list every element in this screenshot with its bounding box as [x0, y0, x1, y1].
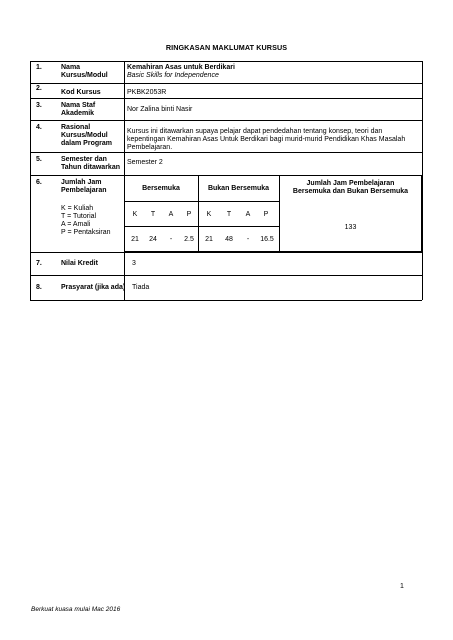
label-nilai-kredit: Nilai Kredit	[61, 260, 98, 267]
course-name: Kemahiran Asas untuk Berdikari	[127, 64, 235, 71]
prerequisite-value: Tiada	[132, 284, 150, 291]
label-tahun-ditawarkan: Tahun ditawarkan	[61, 164, 120, 171]
row-divider	[30, 83, 422, 84]
footer-effective-date: Berkuat kuasa mulai Mac 2016	[31, 606, 121, 613]
row-divider	[30, 120, 422, 121]
hour-code: T	[226, 211, 232, 218]
row-divider	[30, 98, 422, 99]
hour-value: 24	[149, 236, 157, 243]
table-border-right	[422, 61, 423, 300]
rationale-line-3: Pembelajaran.	[127, 144, 173, 151]
row-divider	[30, 252, 422, 253]
label-prasyarat: Prasyarat (jika ada)	[61, 284, 126, 291]
header-jumlah-line-2: Bersemuka dan Bukan Bersemuka	[292, 188, 409, 195]
label-jumlah-jam: Jumlah Jam	[61, 179, 102, 186]
header-bersemuka: Bersemuka	[142, 185, 180, 192]
page-title: RINGKASAN MAKLUMAT KURSUS	[165, 43, 288, 52]
label-kursus-modul: Kursus/Modul	[61, 72, 108, 79]
hour-value: -	[169, 236, 173, 243]
label-semester-dan: Semester dan	[61, 156, 107, 163]
hour-value: 21	[131, 236, 139, 243]
table-border-left	[30, 61, 31, 300]
hour-value: 16.5	[260, 236, 274, 243]
row-number: 2.	[36, 85, 42, 92]
row-number: 6.	[36, 179, 42, 186]
label-kod-kursus: Kod Kursus	[61, 89, 101, 96]
label-akademik: Akademik	[61, 110, 95, 117]
course-code: PKBK2053R	[127, 89, 167, 96]
total-hours: 133	[344, 224, 357, 231]
hour-code: P	[263, 211, 269, 218]
hour-code: K	[206, 211, 212, 218]
label-nama-staf: Nama Staf	[61, 102, 96, 109]
hour-code: A	[245, 211, 251, 218]
hour-code: K	[132, 211, 138, 218]
credit-value: 3	[132, 260, 136, 267]
row-number: 4.	[36, 124, 42, 131]
legend-item: P = Pentaksiran	[61, 229, 111, 236]
legend-item: K = Kuliah	[61, 205, 94, 212]
hour-code: P	[186, 211, 192, 218]
academic-staff-name: Nor Zalina binti Nasir	[127, 106, 193, 113]
rationale-line-2: kepentingan Kemahiran Asas Untuk Berdikari bagi murid-murid Pendidikan Khas Masalah	[127, 136, 406, 143]
semester-value: Semester 2	[127, 159, 163, 166]
row-number: 1.	[36, 64, 42, 71]
label-rasional: Rasional	[61, 124, 91, 131]
legend-item: T = Tutorial	[61, 213, 97, 220]
row-divider	[30, 275, 422, 276]
table-border-bottom	[30, 300, 422, 301]
row-number: 5.	[36, 156, 42, 163]
hours-codes-divider	[124, 226, 279, 227]
legend-item: A = Amali	[61, 221, 91, 228]
label-pembelajaran: Pembelajaran	[61, 187, 107, 194]
page-number: 1	[400, 583, 404, 590]
header-jumlah-line-1: Jumlah Jam Pembelajaran	[306, 180, 395, 187]
row-number: 7.	[36, 260, 42, 267]
table-border-top	[30, 61, 422, 62]
hour-value: 21	[205, 236, 213, 243]
hour-value: 48	[225, 236, 233, 243]
hour-code: A	[168, 211, 174, 218]
label-nama: Nama	[61, 64, 81, 71]
label-dalam-program: dalam Program	[61, 140, 112, 147]
header-bukan-bersemuka: Bukan Bersemuka	[207, 185, 270, 192]
row-number: 8.	[36, 284, 42, 291]
course-name-english: Basic Skills for Independence	[127, 72, 219, 79]
rationale-line-1: Kursus ini ditawarkan supaya pelajar dapat pendedahan tentang konsep, teori dan	[127, 128, 383, 135]
hours-header-divider	[124, 201, 279, 202]
hour-code: T	[150, 211, 156, 218]
label-kursus-modul: Kursus/Modul	[61, 132, 108, 139]
hour-value: -	[246, 236, 250, 243]
row-divider	[30, 152, 422, 153]
row-number: 3.	[36, 102, 42, 109]
hour-value: 2.5	[184, 236, 194, 243]
